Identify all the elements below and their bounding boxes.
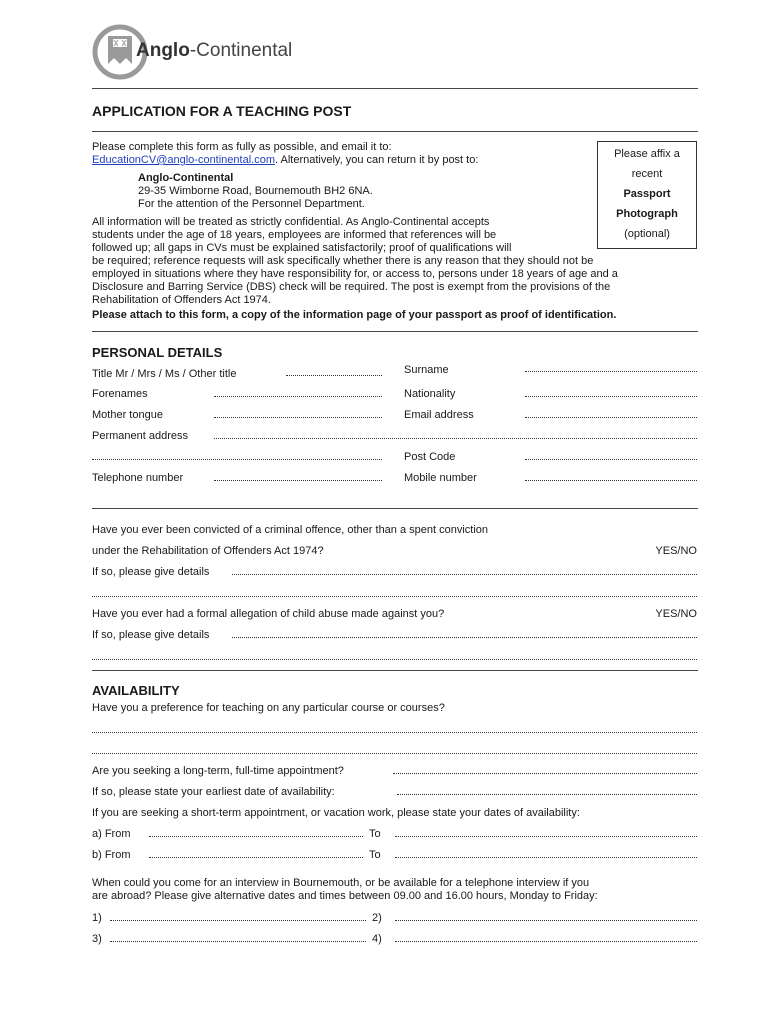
abuse-details-field-2[interactable] (92, 659, 697, 660)
intro-line-2 (92, 154, 478, 167)
permanent-address-field-2[interactable] (92, 459, 382, 460)
conviction-details-label: If so, please give details (92, 566, 210, 578)
earliest-date-question: If so, please state your earliest date of availability: (92, 786, 335, 798)
confidential-line-3: followed up; all gaps in CVs must be explained satisfactorily; proof of qualifications will (92, 242, 512, 254)
photo-box-line-2: recent (631, 168, 663, 180)
nationality-label: Nationality (404, 388, 456, 400)
confidential-line-4: be required; reference requests will ask specifically whether there is any reason that they should not be (92, 255, 594, 267)
course-preference-field-2[interactable] (92, 753, 697, 754)
photo-box-line-3: Passport (623, 188, 671, 200)
b-to-label: To (369, 849, 381, 861)
interview-question-line-2: are abroad? Please give alternative dates and times between 09.00 and 16.00 hours, Monday to Friday: (92, 890, 598, 902)
address-attention: For the attention of the Personnel Department. (138, 198, 365, 210)
nationality-field[interactable] (525, 396, 697, 397)
top-rule (92, 88, 698, 89)
title-field[interactable] (286, 375, 382, 376)
intro-line-2-text: . Alternatively, you can return it by post to: (275, 154, 479, 166)
mother-tongue-label: Mother tongue (92, 409, 163, 421)
confidential-line-6: Disclosure and Barring Service (DBS) check will be required. The post is exempt from the provisions of the (92, 281, 611, 293)
email-link[interactable]: EducationCV@anglo-continental.com (92, 154, 275, 166)
conviction-question-line-1: Have you ever been convicted of a criminal offence, other than a spent conviction (92, 524, 489, 536)
interview-option-1-label: 1) (92, 912, 102, 924)
post-code-field[interactable] (525, 459, 697, 460)
surname-field[interactable] (525, 371, 697, 372)
mother-tongue-field[interactable] (214, 417, 382, 418)
interview-option-1-field[interactable] (110, 920, 366, 921)
intro-rule (92, 331, 698, 332)
a-to-field[interactable] (395, 836, 697, 837)
passport-attach-note: Please attach to this form, a copy of the information page of your passport as proof of identification. (92, 309, 617, 321)
surname-label: Surname (404, 364, 449, 376)
a-from-label: a) From (92, 828, 131, 840)
availability-heading: AVAILABILITY (92, 683, 180, 698)
conviction-question-line-2: under the Rehabilitation of Offenders Act 1974? (92, 545, 324, 557)
interview-option-3-label: 3) (92, 933, 102, 945)
long-term-field[interactable] (393, 773, 697, 774)
photo-box-line-1: Please affix a (614, 148, 680, 160)
course-preference-field[interactable] (92, 732, 697, 733)
company-logo (92, 24, 292, 80)
interview-question-line-1: When could you come for an interview in Bournemouth, or be available for a telephone interview if you (92, 877, 590, 889)
b-to-field[interactable] (395, 857, 697, 858)
short-term-question: If you are seeking a short-term appointment, or vacation work, please state your dates of availability: (92, 807, 580, 819)
abuse-details-field[interactable] (232, 637, 697, 638)
mobile-label: Mobile number (404, 472, 477, 484)
personal-details-heading: PERSONAL DETAILS (92, 345, 223, 360)
email-address-field[interactable] (525, 417, 697, 418)
intro-line-1: Please complete this form as fully as possible, and email it to: (92, 141, 392, 153)
abuse-question: Have you ever had a formal allegation of child abuse made against you? (92, 608, 445, 620)
logo-text-bold: Anglo (136, 40, 190, 61)
long-term-question: Are you seeking a long-term, full-time appointment? (92, 765, 344, 777)
permanent-address-label: Permanent address (92, 430, 188, 442)
earliest-date-field[interactable] (397, 794, 697, 795)
forenames-field[interactable] (214, 396, 382, 397)
a-to-label: To (369, 828, 381, 840)
course-preference-question: Have you a preference for teaching on any particular course or courses? (92, 702, 445, 714)
conviction-details-field-2[interactable] (92, 596, 697, 597)
title-rule (92, 131, 698, 132)
confidential-line-2: students under the age of 18 years, employees are informed that references will be (92, 229, 497, 241)
address-name: Anglo-Continental (138, 172, 234, 184)
b-from-label: b) From (92, 849, 131, 861)
photo-box-line-4: Photograph (616, 208, 678, 220)
interview-option-4-field[interactable] (395, 941, 697, 942)
confidential-line-7: Rehabilitation of Offenders Act 1974. (92, 294, 271, 306)
confidential-line-1: All information will be treated as strictly confidential. As Anglo-Continental accepts (92, 216, 490, 228)
permanent-address-field[interactable] (214, 438, 697, 439)
b-from-field[interactable] (149, 857, 363, 858)
conviction-details-field[interactable] (232, 574, 697, 575)
page-title: APPLICATION FOR A TEACHING POST (92, 103, 352, 119)
post-code-label: Post Code (404, 451, 456, 463)
conviction-yes-no[interactable]: YES/NO (655, 545, 697, 557)
email-address-label: Email address (404, 409, 474, 421)
interview-option-2-label: 2) (372, 912, 382, 924)
convictions-rule (92, 670, 698, 671)
personal-rule (92, 508, 698, 509)
interview-option-4-label: 4) (372, 933, 382, 945)
telephone-field[interactable] (214, 480, 382, 481)
a-from-field[interactable] (149, 836, 363, 837)
title-label: Title Mr / Mrs / Ms / Other title (92, 368, 237, 380)
mobile-field[interactable] (525, 480, 697, 481)
telephone-label: Telephone number (92, 472, 184, 484)
abuse-yes-no[interactable]: YES/NO (655, 608, 697, 620)
logo-text-light: -Continental (189, 40, 293, 61)
confidential-line-5: employed in situations where they have responsibility for, or access to, persons under 18 years of age and a (92, 268, 618, 280)
interview-option-2-field[interactable] (395, 920, 697, 921)
address-street: 29-35 Wimborne Road, Bournemouth BH2 6NA. (138, 185, 373, 197)
photo-box-line-5: (optional) (624, 228, 670, 240)
photo-box (597, 141, 697, 249)
forenames-label: Forenames (92, 388, 148, 400)
interview-option-3-field[interactable] (110, 941, 366, 942)
abuse-details-label: If so, please give details (92, 629, 210, 641)
